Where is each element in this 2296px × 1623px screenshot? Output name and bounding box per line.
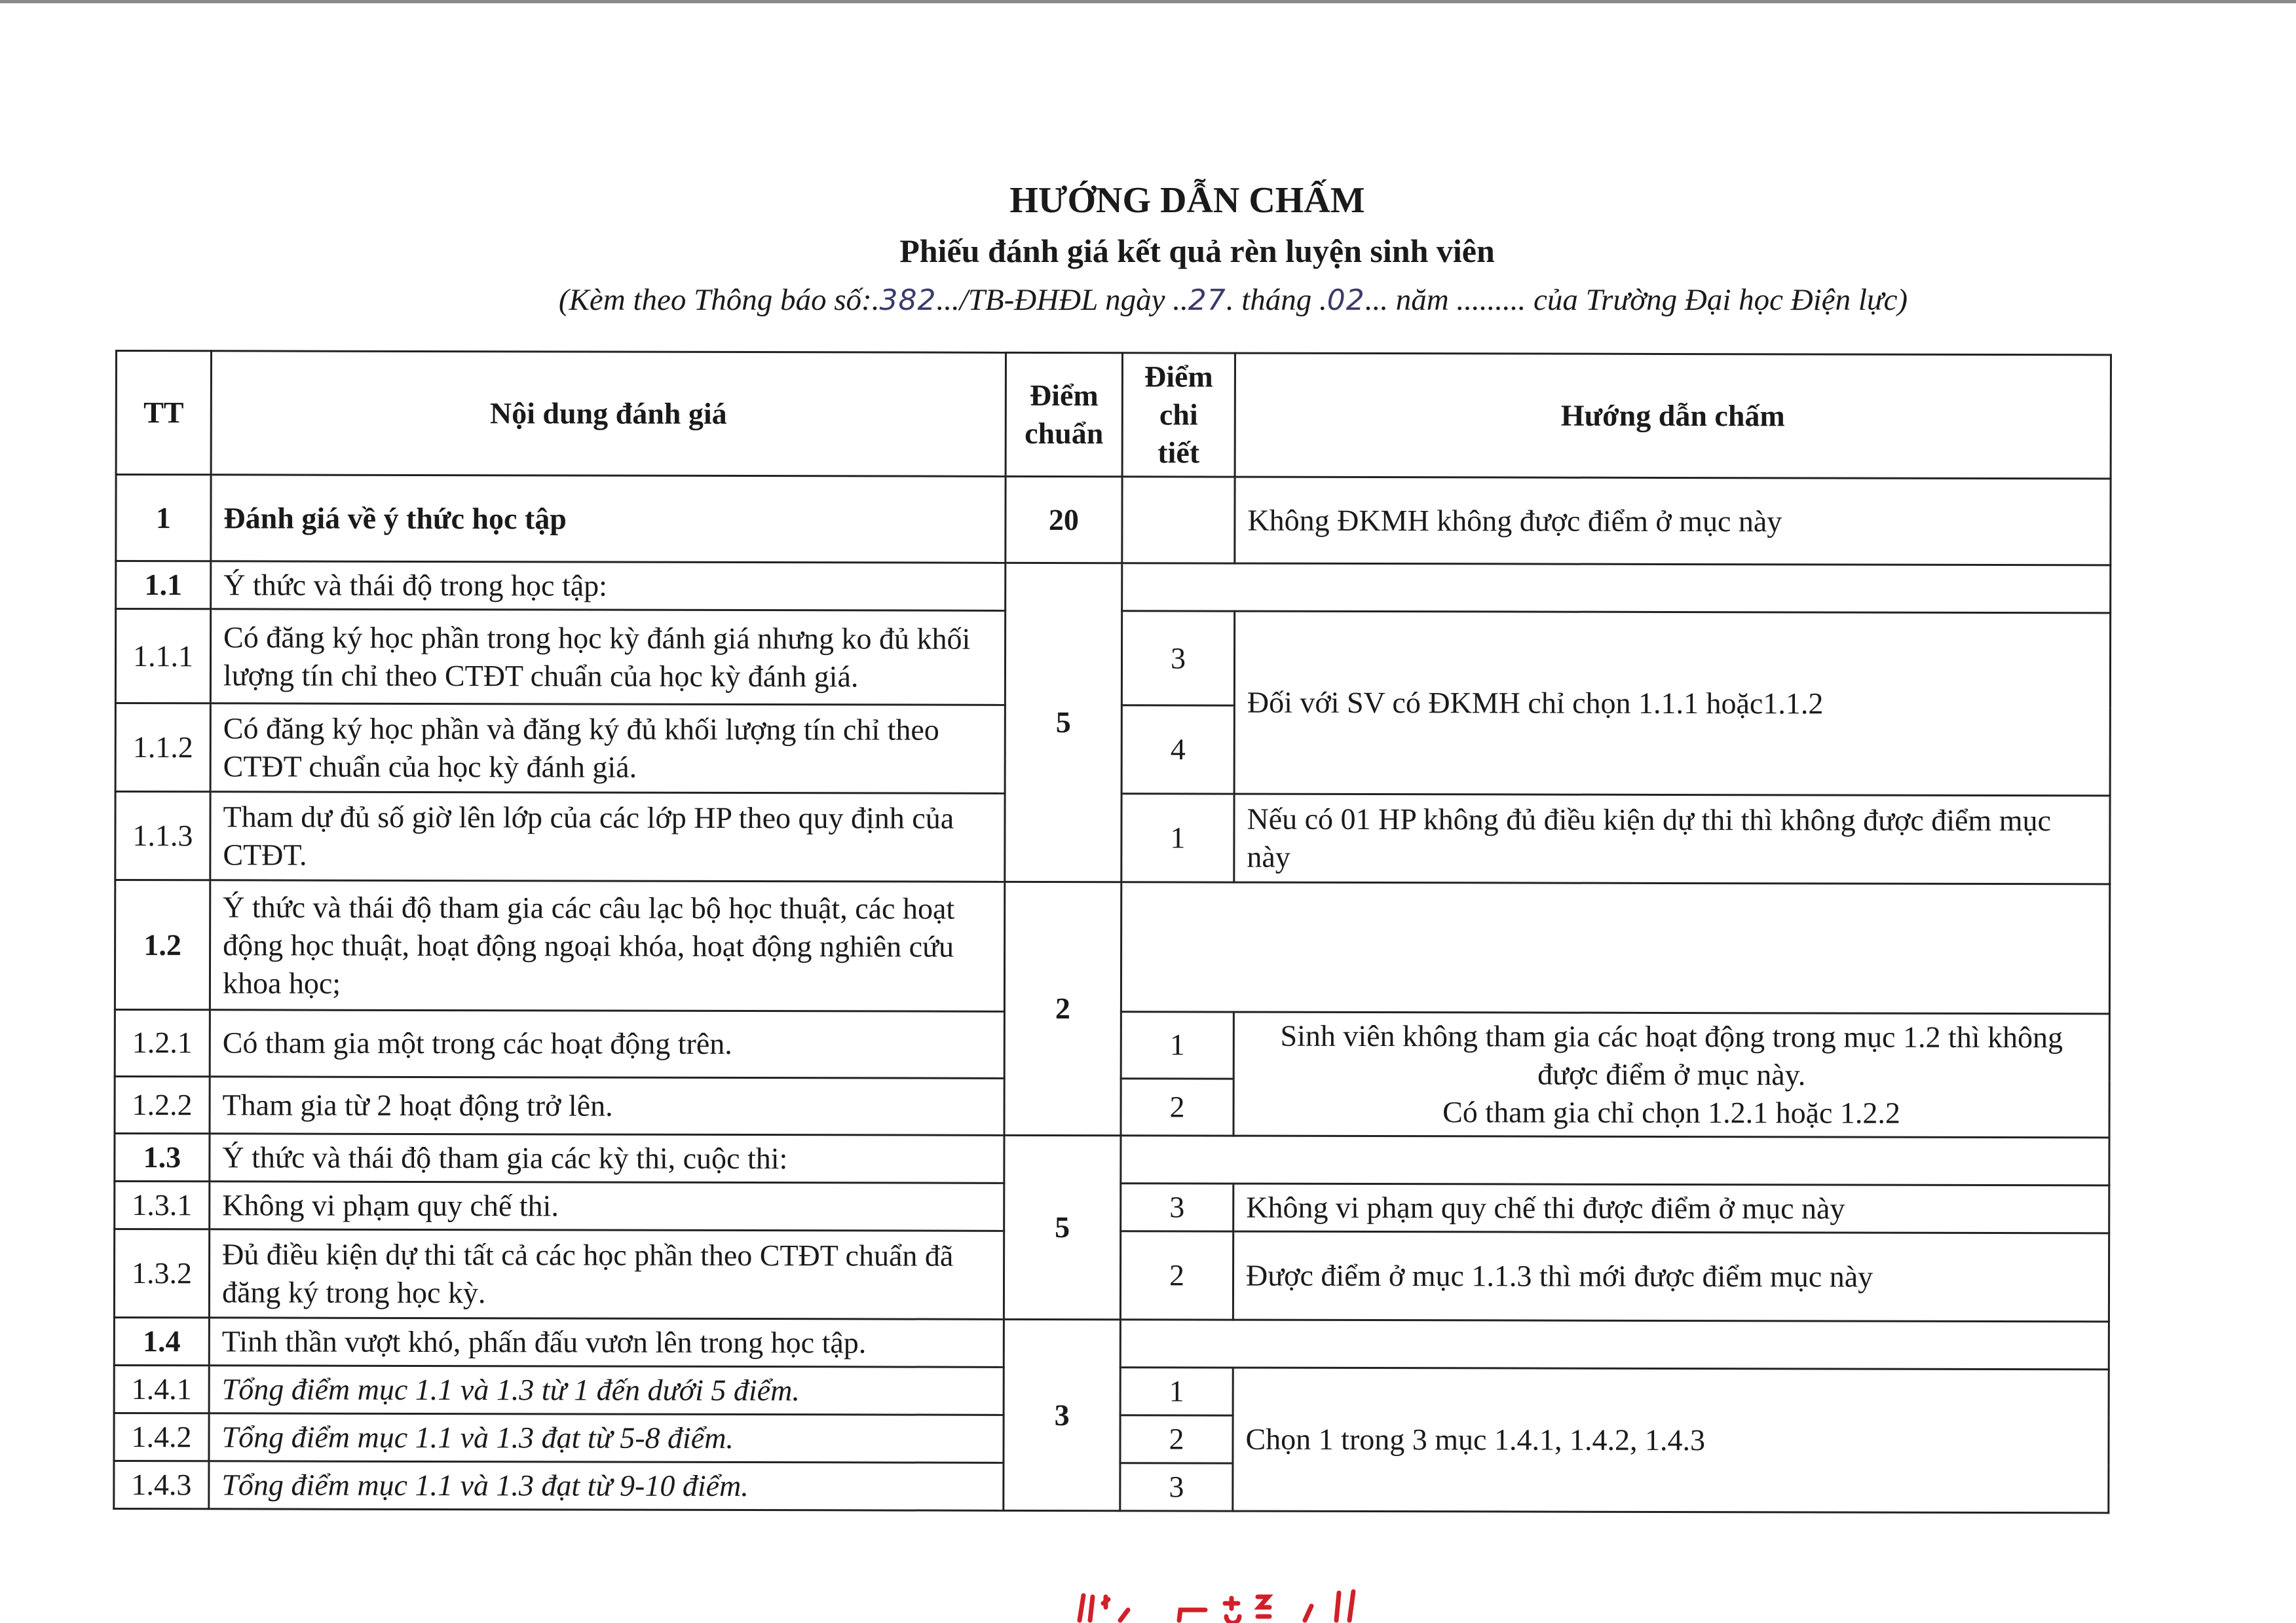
row-empty [1121,882,2109,1014]
table-row [115,880,2109,1014]
grading-table-wrapper [113,350,2110,1514]
attach-mid1: .../TB-ĐHĐL ngày .. [936,283,1188,317]
row-empty [1121,1136,2109,1185]
row-standard-score: 5 [1005,563,1122,882]
row-tt: 1.4.3 [114,1461,209,1508]
handwritten-notice-number: 382 [879,284,937,317]
row-standard-score: 5 [1004,1135,1121,1319]
row-content: Có tham gia một trong các hoạt động trên. [210,1010,1004,1078]
row-empty [1122,563,2111,613]
row-standard-score: 2 [1004,882,1121,1135]
row-content: Có đăng ký học phần và đăng ký đủ khối lượng tín chỉ theo CTĐT chuẩn của học kỳ đánh giá. [210,703,1005,794]
table-row [116,475,2111,565]
row-tt: 1.2.1 [115,1010,210,1077]
table-row [114,1317,2109,1369]
row-content: Ý thức và thái độ trong học tập: [211,561,1006,611]
row-standard-score: 3 [1004,1319,1121,1510]
row-tt: 1.1.3 [115,792,210,880]
row-guide: Được điểm ở mục 1.1.3 thì mới được điểm mục này [1233,1231,2109,1322]
attach-prefix: (Kèm theo Thông báo số:. [558,283,880,317]
row-empty [1120,1320,2109,1370]
row-tt: 1.4.2 [114,1413,209,1461]
row-guide [1233,1012,2109,1138]
document-header [0,176,2296,324]
row-detail-score: 3 [1120,1463,1233,1511]
row-content: Tham dự đủ số giờ lên lớp của các lớp HP theo quy định của CTĐT. [210,792,1005,882]
row-guide: Chọn 1 trong 3 mục 1.4.1, 1.4.2, 1.4.3 [1233,1368,2109,1513]
header-content: Nội dung đánh giá [211,351,1006,477]
scan-top-edge [0,0,2296,3]
row-content: Tổng điểm mục 1.1 và 1.3 từ 1 đến dưới 5 điểm. [209,1366,1004,1415]
grading-table [113,350,2112,1514]
row-detail-score: 2 [1120,1231,1233,1320]
row-content: Đánh giá về ý thức học tập [211,475,1006,563]
row-tt: 1.2 [115,880,210,1010]
row-content: Ý thức và thái độ tham gia các kỳ thi, cuộc thi: [210,1134,1004,1184]
row-content: Tham gia từ 2 hoạt động trở lên. [210,1076,1004,1135]
row-content: Ý thức và thái độ tham gia các câu lạc bộ học thuật, các hoạt động học thuật, hoạt động ngoại khóa, hoạt động nghiên cứu khoa học; [210,880,1004,1012]
row-content: Có đăng ký học phần trong học kỳ đánh giá nhưng ko đủ khối lượng tín chỉ theo CTĐT chuẩn của học kỳ đánh giá. [210,609,1005,705]
row-guide: Không vi phạm quy chế thi được điểm ở mục này [1233,1184,2109,1233]
row-detail-score: 1 [1120,1368,1233,1415]
document-title: HƯỚNG DẪN CHẤM [1009,180,1365,221]
row-guide: Không ĐKMH không được điểm ở mục này [1235,477,2111,565]
row-tt: 1.4.1 [114,1365,209,1413]
row-tt: 1.3.1 [115,1182,210,1229]
row-content: Tổng điểm mục 1.1 và 1.3 đạt từ 5-8 điểm. [209,1413,1004,1463]
row-content: Đủ điều kiện dự thi tất cả các học phần theo CTĐT chuẩn đã đăng ký trong học kỳ. [209,1229,1004,1320]
row-tt: 1.4 [114,1317,209,1365]
handwritten-day: 27 [1188,284,1226,317]
row-detail-score [1122,477,1235,563]
header-detail-score: Điểm chi tiết [1122,353,1235,477]
row-detail-score: 3 [1121,1184,1233,1231]
row-guide: Đối với SV có ĐKMH chỉ chọn 1.1.1 hoặc1.1.2 [1234,611,2111,796]
row-detail-score: 2 [1121,1078,1233,1136]
attach-mid2: . tháng . [1226,283,1327,317]
row-guide: Nếu có 01 HP không đủ điều kiện dự thi thì không được điểm mục này [1234,794,2110,884]
row-content: Tổng điểm mục 1.1 và 1.3 đạt từ 9-10 điểm. [209,1461,1004,1511]
row-tt: 1.3.2 [114,1229,209,1318]
attachment-note [170,276,2296,324]
row-detail-score: 4 [1121,705,1234,794]
red-stamp-fragment [1074,1584,1376,1623]
handwritten-month: 02 [1327,284,1365,317]
header-tt: TT [116,351,211,475]
table-row [116,561,2111,613]
row-tt: 1.3 [115,1134,210,1182]
row-detail-score: 3 [1121,611,1234,705]
header-guide: Hướng dẫn chấm [1235,353,2111,479]
document-subtitle: Phiếu đánh giá kết quả rèn luyện sinh viên [899,233,1495,269]
row-content: Không vi phạm quy chế thi. [210,1182,1004,1231]
row-standard-score: 20 [1006,476,1122,563]
attach-suffix: ... năm ......... của Trường Đại học Điện lực) [1364,283,1908,317]
row-detail-score: 2 [1120,1415,1233,1463]
row-tt: 1 [116,475,211,561]
row-content: Tinh thần vượt khó, phấn đấu vươn lên trong học tập. [209,1318,1004,1368]
guide-line: Sinh viên không tham gia các hoạt động trong mục 1.2 thì không được điểm ở mục này. [1280,1018,2063,1092]
table-row [115,1134,2109,1185]
header-standard-score: Điểm chuẩn [1006,352,1122,476]
row-tt: 1.1 [116,561,211,609]
table-header-row [116,351,2111,479]
row-tt: 1.1.1 [115,609,210,703]
row-detail-score: 1 [1121,1012,1233,1079]
row-tt: 1.2.2 [115,1076,210,1134]
guide-line: Có tham gia chỉ chọn 1.2.1 hoặc 1.2.2 [1442,1095,1901,1130]
row-tt: 1.1.2 [115,703,210,792]
row-detail-score: 1 [1121,794,1234,882]
